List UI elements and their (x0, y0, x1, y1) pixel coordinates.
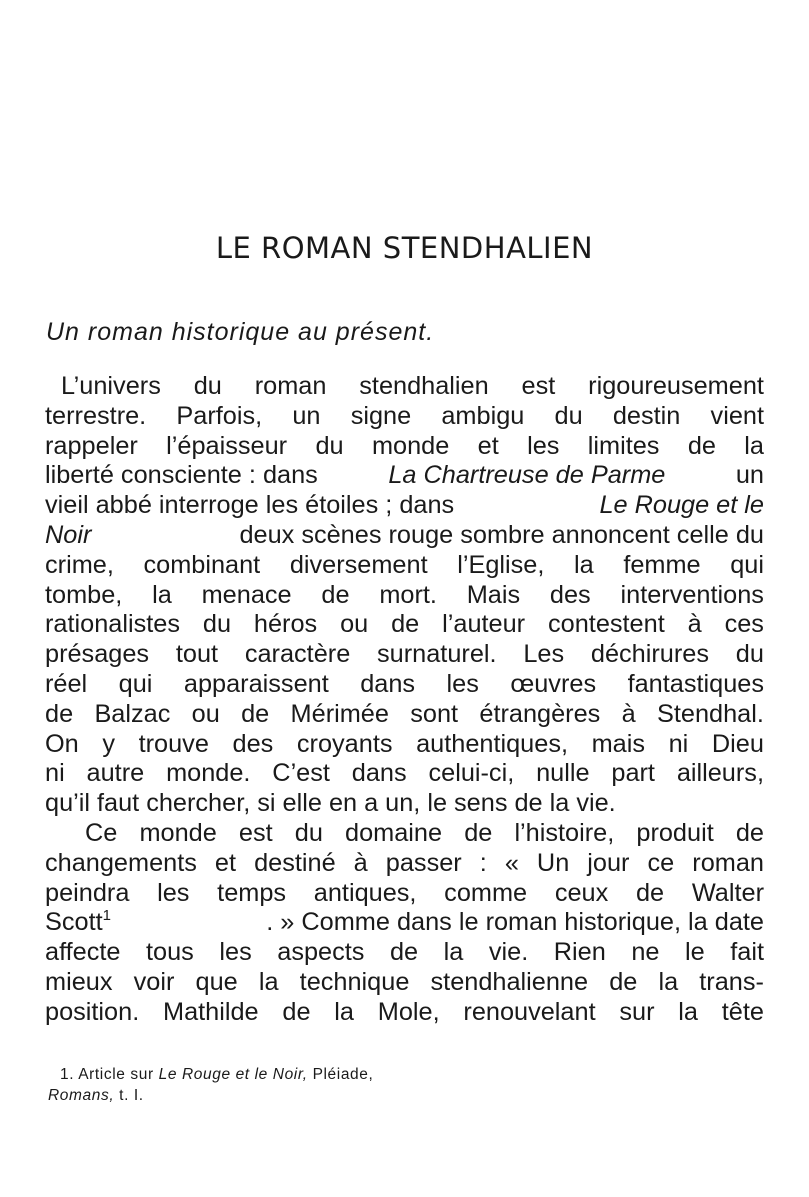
word: destiné (254, 848, 336, 877)
word: ces (724, 610, 764, 639)
word: technique (299, 967, 410, 996)
word: le (685, 938, 705, 967)
word: vie. (488, 938, 529, 967)
word: jour (587, 848, 630, 877)
word: de (282, 997, 311, 1026)
word: trans- (699, 967, 764, 996)
word: tous (146, 938, 194, 967)
word: menace (201, 580, 292, 609)
book-title-chartreuse: La Chartreuse de Parme (388, 461, 666, 490)
word: que (195, 967, 238, 996)
footnote-number: 1. (60, 1066, 75, 1083)
word: les (527, 431, 560, 460)
book-title-rouge-noir-end: Noir (45, 520, 92, 549)
text-segment-scott: Scott (45, 908, 103, 937)
word: position. (45, 997, 140, 1026)
text-segment: vieil abbé interroge les étoiles ; dans (45, 491, 455, 520)
text-segment: deux scènes rouge sombre annoncent celle du (239, 520, 764, 549)
word: Stendhal. (657, 699, 764, 728)
word: trouve (138, 729, 209, 758)
word: des (549, 580, 591, 609)
footnote (48, 1064, 373, 1106)
text-segment: un (735, 461, 764, 490)
footnote-collection: Romans, (48, 1087, 115, 1104)
word: de (321, 580, 350, 609)
word: roman (692, 848, 764, 877)
text-line (45, 432, 764, 462)
text-line (45, 581, 764, 611)
word: stendhalien (359, 372, 489, 400)
footnote-line (48, 1085, 373, 1106)
word: la (678, 997, 698, 1026)
word: comme (444, 878, 528, 907)
word: C’est (272, 759, 330, 788)
word: œuvres (510, 669, 597, 698)
word: apparaissent (183, 669, 329, 698)
footnote-line (48, 1064, 373, 1085)
word: réel (45, 669, 88, 698)
word: Mathilde (163, 997, 259, 1026)
word: chercher, (146, 789, 251, 818)
word: de (735, 818, 764, 847)
text-line (45, 819, 764, 849)
word: antiques, (313, 878, 417, 907)
footnote-volume: t. I. (119, 1087, 144, 1104)
text-line (45, 640, 764, 670)
word: peindra (45, 878, 130, 907)
word: monde (139, 818, 217, 847)
word: vient (710, 401, 764, 430)
word: rappeler (45, 431, 138, 460)
word: de (514, 789, 543, 818)
word: qui (730, 550, 764, 579)
word: contestent (548, 610, 665, 639)
word: la (658, 967, 679, 996)
word: combinant (143, 550, 261, 579)
word: ne (631, 938, 660, 967)
word: aspects (277, 938, 365, 967)
word: les (446, 669, 479, 698)
word: Ce (85, 818, 118, 847)
word: la (334, 997, 354, 1026)
footnote-text: Article sur (78, 1066, 154, 1083)
word: Rien (553, 938, 606, 967)
word: tête (721, 997, 764, 1026)
word: l’auteur (442, 610, 526, 639)
word: celui-ci, (428, 759, 515, 788)
word: du (294, 818, 323, 847)
word: du (554, 401, 583, 430)
word: du (315, 431, 344, 460)
word: et (477, 431, 499, 460)
text-line (45, 551, 764, 581)
word: autre (86, 759, 145, 788)
word: est (238, 818, 273, 847)
text-line (45, 968, 764, 998)
word: monde. (166, 759, 251, 788)
text-line (45, 521, 764, 551)
text-segment: liberté consciente : dans (45, 461, 318, 490)
word: caractère (244, 640, 351, 669)
word: l’épaisseur (166, 431, 288, 460)
word: un (292, 401, 321, 430)
text-line (45, 402, 764, 432)
word: Un (536, 848, 570, 877)
word: interventions (620, 580, 764, 609)
word: changements (45, 848, 197, 877)
word: la (443, 938, 464, 967)
word: la (549, 789, 570, 818)
word: l’histoire, (514, 818, 615, 847)
word: : (479, 848, 487, 877)
word: Balzac (94, 699, 171, 728)
word: voir (133, 967, 175, 996)
word: croyants (296, 729, 393, 758)
text-line (45, 908, 764, 938)
word: mieux (45, 967, 113, 996)
word: y (102, 729, 115, 758)
word: produit (636, 818, 714, 847)
word: de (391, 610, 420, 639)
word: signe (350, 401, 412, 430)
word: ni (668, 729, 689, 758)
word: Parfois, (176, 401, 263, 430)
word: du (193, 372, 222, 400)
word: est (521, 372, 556, 400)
word: vie. (576, 789, 616, 818)
text-line (45, 998, 764, 1028)
word: monde (371, 431, 450, 460)
footnote-work-title: Le Rouge et le Noir, (158, 1066, 308, 1083)
text-segment (45, 908, 111, 938)
word: qui (118, 669, 153, 698)
text-line (45, 670, 764, 700)
word: de (687, 431, 716, 460)
word: de (241, 699, 270, 728)
word: « (504, 848, 519, 877)
footnote-publisher: Pléiade, (312, 1066, 374, 1083)
word: Walter (691, 878, 764, 907)
word: en (328, 789, 358, 818)
word: fait (730, 938, 764, 967)
text-line (45, 789, 764, 819)
word: la (744, 431, 764, 460)
word: les (219, 938, 252, 967)
word: rationalistes (45, 610, 180, 639)
word: affecte (45, 938, 121, 967)
text-line (45, 700, 764, 730)
word: dans (360, 669, 416, 698)
word: faut (97, 789, 140, 818)
word: à (621, 699, 636, 728)
word: si (257, 789, 276, 818)
word: ambigu (441, 401, 525, 430)
word: et (214, 848, 237, 877)
word: du (735, 640, 764, 669)
word: surnaturel. (377, 640, 497, 669)
word: présages (45, 640, 150, 669)
word: de (464, 818, 493, 847)
word: de (45, 699, 74, 728)
word: la (152, 580, 172, 609)
word: part (611, 759, 655, 788)
text-line (45, 938, 764, 968)
word: ou (191, 699, 220, 728)
text-line (45, 849, 764, 879)
text-line (45, 491, 764, 521)
word: la (574, 550, 594, 579)
word: sens (454, 789, 508, 818)
word: qu’il (45, 789, 90, 818)
word: étrangères (479, 699, 601, 728)
word: destin (612, 401, 681, 430)
section-heading: Un roman historique au présent. (46, 318, 435, 346)
word: terrestre. (45, 401, 147, 430)
word: sur (619, 997, 655, 1026)
word: Mais (466, 580, 521, 609)
word: roman (254, 372, 327, 400)
word: mais (591, 729, 646, 758)
word: les (157, 878, 190, 907)
text-line (45, 759, 764, 789)
word: tout (175, 640, 219, 669)
word: ni (45, 759, 65, 788)
word: fantastiques (627, 669, 764, 698)
word: rigoureusement (588, 372, 764, 400)
word: sont (410, 699, 459, 728)
text-segment: . » Comme dans le roman historique, la date (266, 908, 764, 937)
word: stendhalienne (430, 967, 589, 996)
word: nulle (536, 759, 590, 788)
word: domaine (345, 818, 443, 847)
word: à (687, 610, 702, 639)
text-line (45, 372, 764, 402)
word: la (258, 967, 279, 996)
word: ceux (554, 878, 609, 907)
word: un, (385, 789, 421, 818)
word: renouvelant (463, 997, 596, 1026)
word: héros (253, 610, 318, 639)
word: l’Eglise, (457, 550, 545, 579)
page-title: LE ROMAN STENDHALIEN (215, 231, 594, 266)
word: de (609, 967, 638, 996)
word: de (389, 938, 419, 967)
word: Mérimée (290, 699, 389, 728)
word: ailleurs, (676, 759, 764, 788)
word: Les (523, 640, 565, 669)
text-line (45, 610, 764, 640)
body-text (45, 372, 764, 1028)
word: temps (217, 878, 287, 907)
word: a (364, 789, 379, 818)
word: authentiques, (416, 729, 568, 758)
word: On (45, 729, 79, 758)
word: Dieu (711, 729, 764, 758)
word: Mole, (377, 997, 440, 1026)
word: femme (623, 550, 701, 579)
footnote-ref: 1 (102, 907, 111, 925)
word: de (635, 878, 665, 907)
word: mort. (379, 580, 437, 609)
word: ou (340, 610, 369, 639)
text-line (45, 461, 764, 491)
word: elle (282, 789, 322, 818)
text-line (45, 879, 764, 909)
word: à (353, 848, 368, 877)
word: des (232, 729, 274, 758)
word: du (202, 610, 232, 639)
word: dans (351, 759, 407, 788)
word: déchirures (590, 640, 710, 669)
word: limites (587, 431, 660, 460)
word: le (427, 789, 448, 818)
text-line (45, 730, 764, 760)
word: ce (647, 848, 675, 877)
book-title-rouge-noir: Le Rouge et le (599, 491, 764, 520)
word: crime, (45, 550, 114, 579)
word: passer (385, 848, 462, 877)
word: diversement (289, 550, 428, 579)
word: L’univers (61, 372, 161, 400)
word: tombe, (45, 580, 123, 609)
